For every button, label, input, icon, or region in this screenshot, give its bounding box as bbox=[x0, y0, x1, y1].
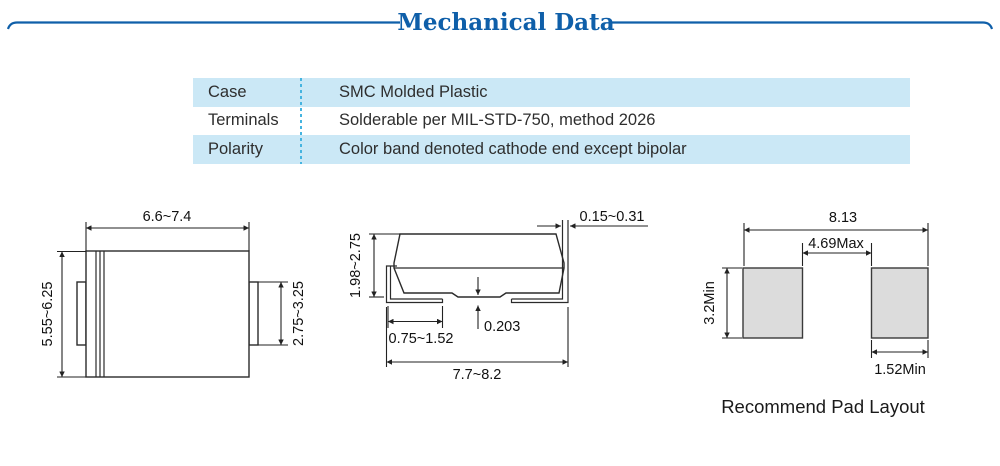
side-view-drawing bbox=[348, 209, 648, 383]
dim-label-pad-height: 3.2Min bbox=[702, 281, 718, 325]
package-body-side-view bbox=[394, 234, 564, 297]
spec-value: Solderable per MIL-STD-750, method 2026 bbox=[339, 111, 656, 130]
pad-layout-caption: Recommend Pad Layout bbox=[721, 396, 925, 417]
dim-label-tab-height: 2.75~3.25 bbox=[291, 281, 307, 346]
table-column-divider bbox=[300, 78, 302, 164]
pad-right bbox=[872, 268, 929, 338]
spec-label: Polarity bbox=[208, 139, 264, 158]
package-tab-left bbox=[77, 282, 86, 345]
spec-label: Case bbox=[208, 82, 247, 101]
dim-label-standoff: 0.203 bbox=[484, 319, 521, 335]
dim-label-body-height: 5.55~6.25 bbox=[40, 281, 56, 347]
header-rule-left bbox=[8, 23, 400, 30]
package-body-top-view bbox=[86, 251, 249, 377]
package-tab-right bbox=[249, 282, 258, 345]
spec-label: Terminals bbox=[208, 111, 279, 130]
pad-layout-drawing bbox=[702, 210, 928, 417]
spec-value: SMC Molded Plastic bbox=[339, 82, 488, 101]
pad-left bbox=[743, 268, 803, 338]
package-drawings bbox=[0, 190, 1000, 466]
header-rule-right bbox=[612, 23, 992, 30]
dim-label-body-height-side: 1.98~2.75 bbox=[348, 233, 364, 298]
dim-label-pad-width: 1.52Min bbox=[874, 362, 926, 378]
dim-label-overall-width: 7.7~8.2 bbox=[452, 367, 502, 383]
page-title: Mechanical Data bbox=[397, 9, 615, 36]
dim-label-pad-gap: 4.69Max bbox=[808, 236, 864, 252]
spec-value: Color band denoted cathode end except bipolar bbox=[339, 139, 687, 158]
dim-label-foot-length: 0.75~1.52 bbox=[388, 331, 454, 347]
dim-label-lead-thickness: 0.15~0.31 bbox=[579, 209, 645, 225]
dim-label-pad-overall: 8.13 bbox=[828, 210, 858, 226]
top-view-drawing bbox=[40, 209, 307, 377]
dim-label-body-width: 6.6~7.4 bbox=[142, 209, 192, 225]
